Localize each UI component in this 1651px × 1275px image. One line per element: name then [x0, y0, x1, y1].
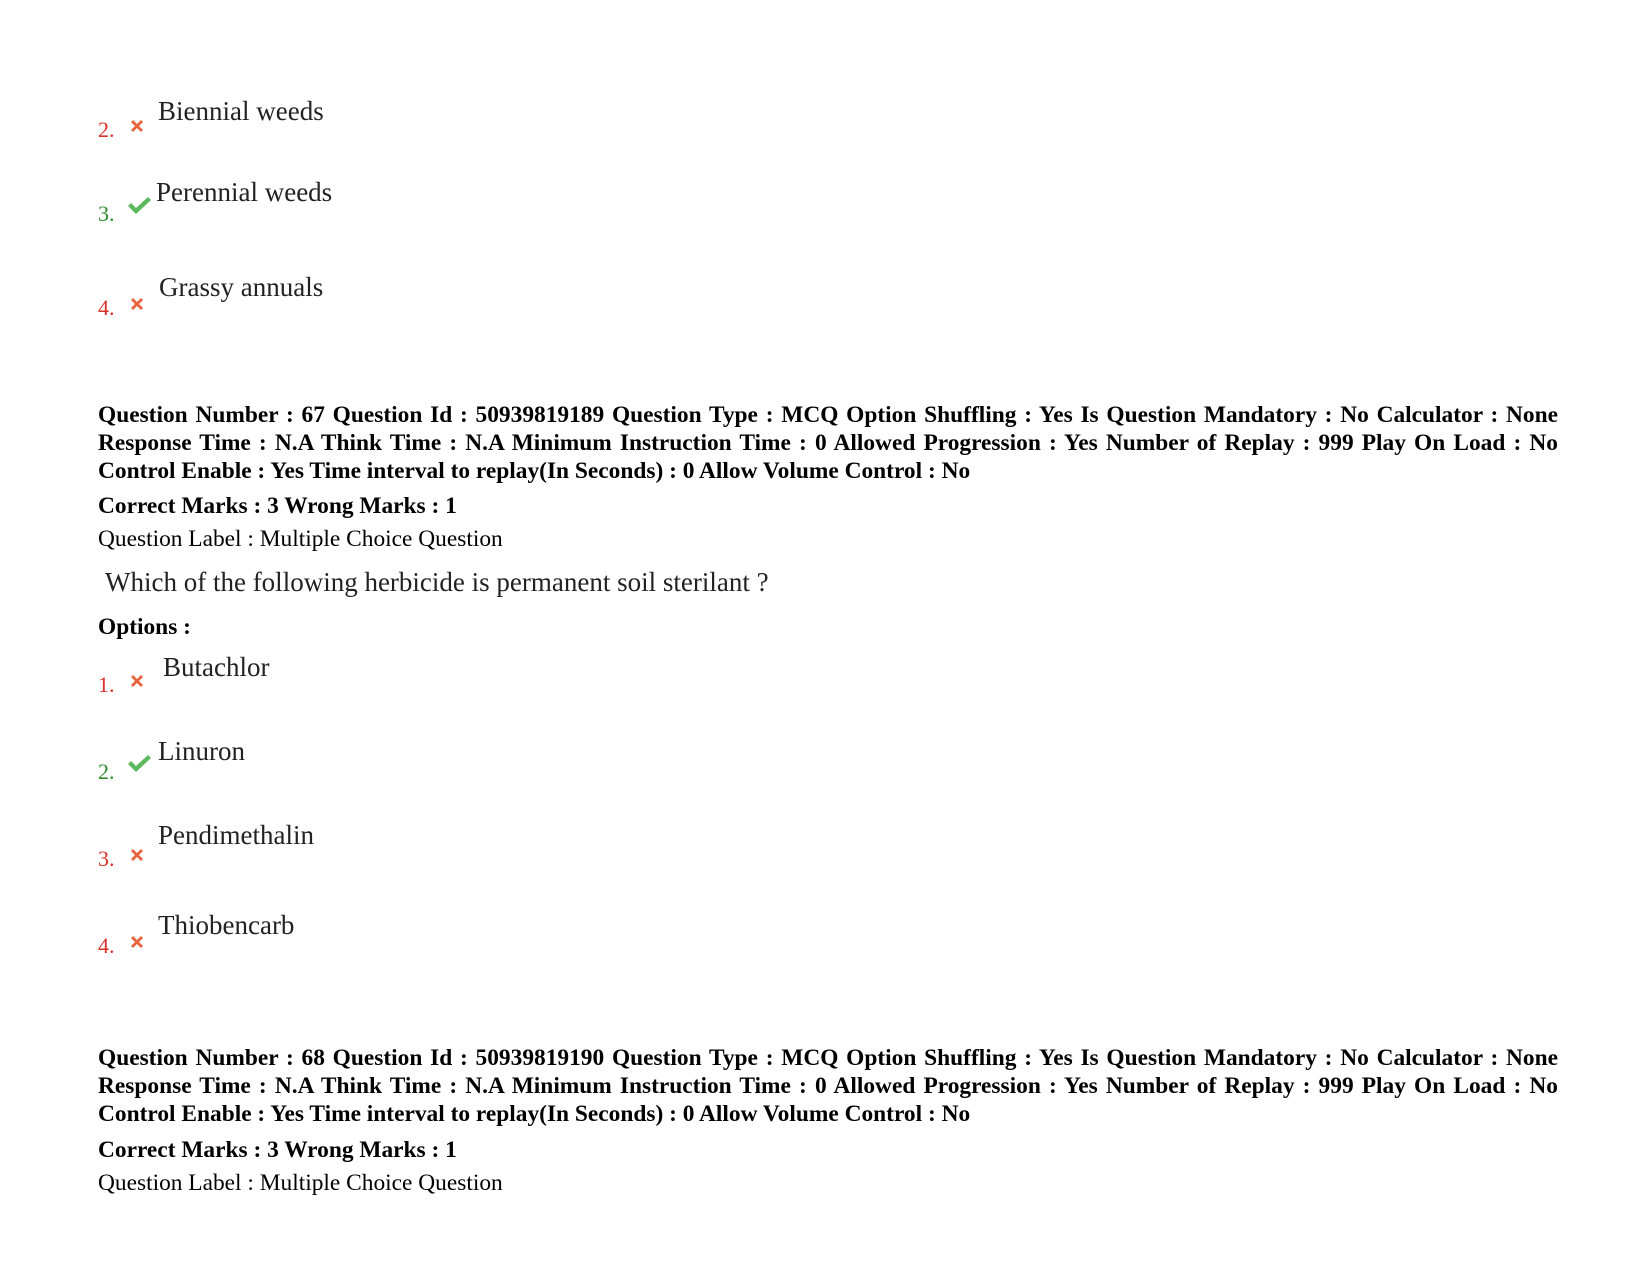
- cross-icon: [126, 931, 148, 953]
- option-number: 3.: [98, 201, 115, 226]
- question-67-meta: Question Number : 67 Question Id : 50939819189 Question Type : MCQ Option Shuffling : Yes Is Question Mandatory : No Calculator : None Response Time : N.A Think Time : N.A Minimum Instruction Time : 0 Allowed Progression : Yes Number of Replay : 999 Play On Load : No Control Enable : Yes Time interval to replay(In Seconds) : 0 Allow Volume Control : No: [98, 402, 1558, 484]
- option-text: Biennial weeds: [158, 96, 324, 126]
- question-68-marks: Correct Marks : 3 Wrong Marks : 1: [98, 1137, 457, 1163]
- option-text: Thiobencarb: [158, 910, 295, 940]
- question-67-marks: Correct Marks : 3 Wrong Marks : 1: [98, 493, 457, 519]
- option-number: 3.: [98, 846, 115, 871]
- question-68-meta: Question Number : 68 Question Id : 50939819190 Question Type : MCQ Option Shuffling : Yes Is Question Mandatory : No Calculator : None Response Time : N.A Think Time : N.A Minimum Instruction Time : 0 Allowed Progression : Yes Number of Replay : 999 Play On Load : No Control Enable : Yes Time interval to replay(In Seconds) : 0 Allow Volume Control : No: [98, 1045, 1558, 1127]
- question-67-text: Which of the following herbicide is permanent soil sterilant ?: [105, 567, 769, 597]
- question-68-label: Question Label : Multiple Choice Question: [98, 1170, 503, 1196]
- option-number: 2.: [98, 117, 115, 142]
- cross-icon: [126, 844, 148, 866]
- option-number: 4.: [98, 295, 115, 320]
- option-text: Pendimethalin: [158, 820, 314, 850]
- option-text: Linuron: [158, 736, 245, 766]
- check-icon: [126, 194, 152, 216]
- option-text: Grassy annuals: [159, 272, 324, 302]
- check-icon: [126, 752, 152, 774]
- option-number: 4.: [98, 933, 115, 958]
- option-number: 2.: [98, 759, 115, 784]
- question-67-options-label: Options :: [98, 614, 191, 640]
- option-number: 1.: [98, 672, 115, 697]
- option-text: Perennial weeds: [156, 177, 333, 207]
- option-text: Butachlor: [163, 652, 270, 682]
- cross-icon: [126, 293, 148, 315]
- question-67-label: Question Label : Multiple Choice Question: [98, 526, 503, 552]
- cross-icon: [126, 115, 148, 137]
- cross-icon: [126, 670, 148, 692]
